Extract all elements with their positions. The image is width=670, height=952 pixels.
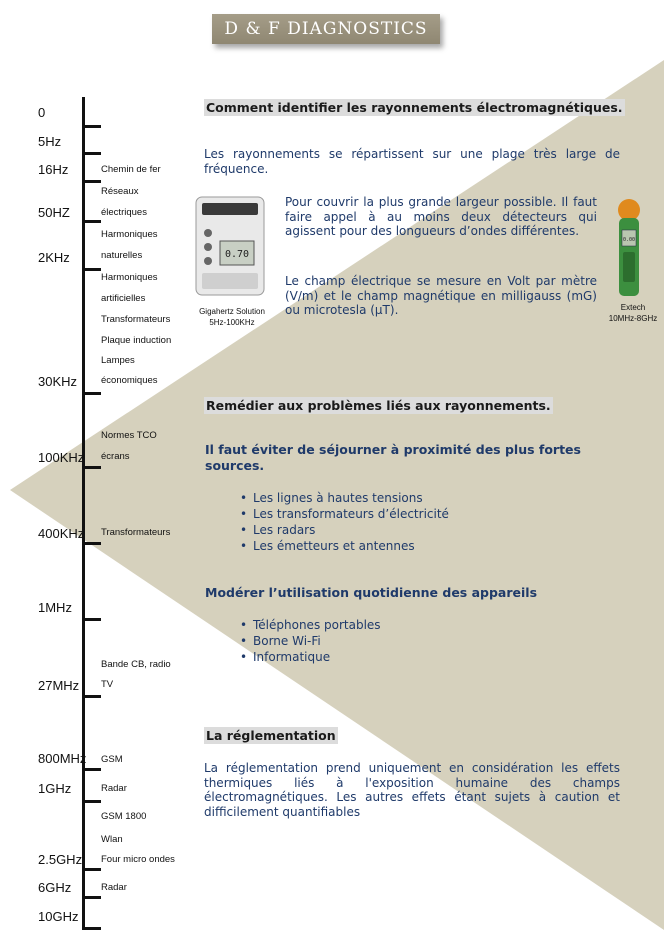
frequency-label: 6GHz	[38, 880, 72, 895]
source-label: Chemin de fer	[101, 164, 161, 175]
list-item: • Téléphones portables	[240, 617, 381, 633]
scale-tick	[82, 768, 101, 771]
source-label: Bande CB, radio	[101, 659, 171, 670]
source-label: Wlan	[101, 834, 123, 845]
extech-caption-name: Extech	[620, 303, 646, 312]
scale-tick	[82, 927, 101, 930]
meter-screen-reading: 0.00	[622, 237, 636, 243]
frequency-label: 5Hz	[38, 134, 62, 149]
source-label: Transformateurs	[101, 527, 171, 538]
source-label: Normes TCO	[101, 430, 157, 441]
list-item: • Les lignes à hautes tensions	[240, 490, 449, 506]
scale-tick	[82, 180, 101, 183]
detectors-paragraph: Pour couvrir la plus grande largeur possible. Il faut faire appel à au moins deux détecteurs qui agissent pour des longueurs d’ondes différentes.	[285, 195, 597, 238]
gigahertz-caption-name: Gigahertz Solution	[199, 307, 265, 316]
source-label: Plaque induction	[101, 335, 172, 346]
frequency-label: 50HZ	[38, 205, 70, 220]
source-label: artificielles	[101, 293, 146, 304]
source-label: GSM 1800	[101, 811, 147, 822]
scale-tick	[82, 618, 101, 621]
section-heading-regulation: La réglementation	[206, 728, 336, 743]
regulation-paragraph: La réglementation prend uniquement en considération les effets thermiques liés à l'exposition humaine des champs électromagnétiques. Les autres effets étant sujets à caution et difficilement quantifiables	[204, 761, 620, 819]
units-paragraph: Le champ électrique se mesure en Volt par mètre (V/m) et le champ magnétique en milligauss (mG) ou microtesla (μT).	[285, 274, 597, 317]
frequency-label: 2.5GHz	[38, 852, 83, 867]
scale-tick	[82, 125, 101, 128]
scale-tick	[82, 542, 101, 545]
source-label: électriques	[101, 207, 147, 218]
source-label: écrans	[101, 451, 130, 462]
gigahertz-meter-image	[190, 193, 272, 301]
frequency-label: 27MHz	[38, 678, 80, 693]
source-label: Réseaux	[101, 186, 139, 197]
frequency-label: 800MHz	[38, 751, 87, 766]
meter-icon	[608, 196, 650, 300]
list-item: • Les transformateurs d’électricité	[240, 506, 449, 522]
section-heading-identify: Comment identifier les rayonnements électromagnétiques.	[206, 100, 623, 115]
list-item: • Borne Wi-Fi	[240, 633, 381, 649]
frequency-label: 1MHz	[38, 600, 72, 615]
source-label: Lampes	[101, 355, 135, 366]
section-heading-remedy: Remédier aux problèmes liés aux rayonnements.	[206, 398, 551, 413]
frequency-label: 400KHz	[38, 526, 85, 541]
list-item: • Les radars	[240, 522, 449, 538]
source-label: Harmoniques	[101, 229, 158, 240]
source-label: GSM	[101, 754, 123, 765]
source-label: Radar	[101, 783, 127, 794]
source-label: économiques	[101, 375, 158, 386]
scale-tick	[82, 695, 101, 698]
list-item: • Les émetteurs et antennes	[240, 538, 449, 554]
frequency-label: 30KHz	[38, 374, 78, 389]
scale-tick	[82, 868, 101, 871]
extech-meter-image	[608, 196, 650, 300]
frequency-label: 10GHz	[38, 909, 79, 924]
frequency-label: 100KHz	[38, 450, 85, 465]
scale-tick	[82, 466, 101, 469]
frequency-label: 1GHz	[38, 781, 72, 796]
source-label: naturelles	[101, 250, 143, 261]
source-label: Harmoniques	[101, 272, 158, 283]
source-label: Four micro ondes	[101, 854, 175, 865]
scale-tick	[82, 896, 101, 899]
frequency-label: 16Hz	[38, 162, 69, 177]
scale-tick	[82, 220, 101, 223]
source-label: Transformateurs	[101, 314, 171, 325]
source-label: Radar	[101, 882, 127, 893]
list-item: • Informatique	[240, 649, 381, 665]
avoid-list	[240, 490, 449, 554]
extech-caption	[598, 302, 668, 324]
frequency-label: 2KHz	[38, 250, 70, 265]
subheading-moderate: Modérer l’utilisation quotidienne des appareils	[205, 585, 538, 600]
brand-banner: D & F DIAGNOSTICS	[212, 14, 440, 44]
subheading-avoid: Il faut éviter de séjourner à proximité des plus fortes sources.	[205, 442, 581, 473]
extech-caption-range: 10MHz-8GHz	[608, 314, 658, 323]
meter-screen-reading: 0.70	[224, 249, 250, 260]
scale-tick	[82, 800, 101, 803]
meter-icon	[190, 193, 272, 301]
devices-list	[240, 617, 381, 665]
frequency-label: 0	[38, 105, 46, 120]
intro-paragraph: Les rayonnements se répartissent sur une plage très large de fréquence.	[204, 147, 620, 176]
gigahertz-caption-range: 5Hz-100KHz	[209, 318, 255, 327]
source-label: TV	[101, 679, 114, 690]
scale-tick	[82, 152, 101, 155]
scale-tick	[82, 392, 101, 395]
scale-tick	[82, 268, 101, 271]
gigahertz-caption	[186, 306, 278, 328]
